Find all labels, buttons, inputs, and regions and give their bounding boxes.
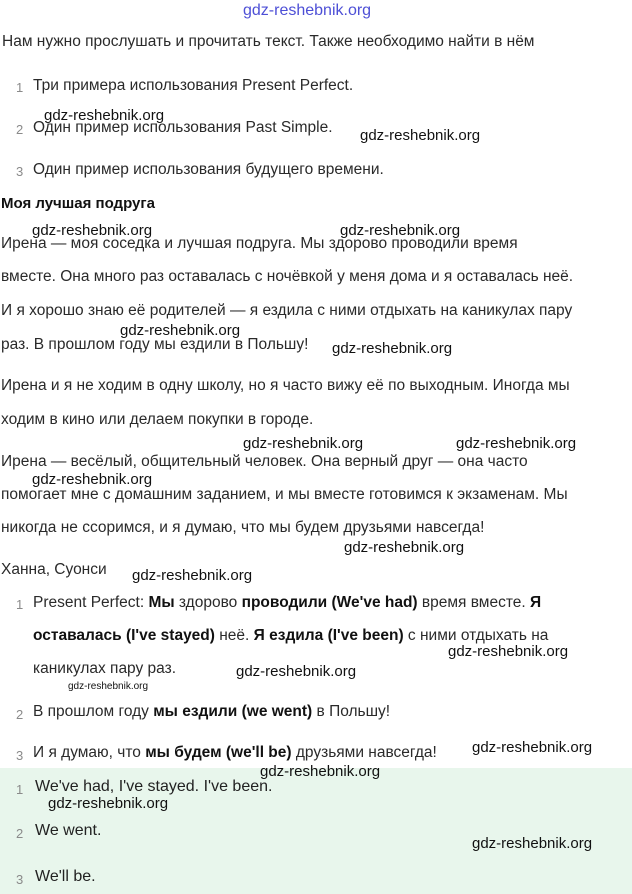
watermark: gdz-reshebnik.org (120, 322, 241, 339)
short-answer: We've had, I've stayed. I've been. (35, 778, 273, 795)
short-answer-number: 2 (16, 826, 24, 841)
story-line: помогает мне с домашним заданием, и мы вместе готовимся к экзаменам. Мы (1, 486, 568, 503)
watermark: gdz-reshebnik.org (260, 763, 381, 780)
answer-number: 2 (16, 707, 24, 722)
watermark: gdz-reshebnik.org (332, 340, 453, 357)
answer-number: 1 (16, 597, 24, 612)
watermark: gdz-reshebnik.org (344, 539, 465, 556)
story-title: Моя лучшая подруга (1, 195, 155, 212)
task-item: Три примера использования Present Perfect. (33, 77, 354, 94)
answer-line: каникулах пару раз. (33, 660, 177, 677)
watermark: gdz-reshebnik.org (340, 222, 461, 239)
story-line: вместе. Она много раз оставалась с ночёвкой у меня дома и я оставалась неё. (1, 268, 574, 285)
watermark: gdz-reshebnik.org (448, 643, 569, 660)
watermark: gdz-reshebnik.org (132, 567, 253, 584)
story-line: ходим в кино или делаем покупки в городе. (1, 411, 314, 428)
watermark: gdz-reshebnik.org (44, 107, 165, 124)
answer-line: Present Perfect: Мы здорово проводили (We've had) время вместе. Я (33, 594, 542, 611)
task-number: 3 (16, 164, 24, 179)
answer-line: И я думаю, что мы будем (we'll be) друзьями навсегда! (33, 744, 437, 761)
task-number: 2 (16, 122, 24, 137)
watermark: gdz-reshebnik.org (32, 222, 153, 239)
task-item: Один пример использования будущего времени. (33, 161, 384, 178)
story-line: Ирена и я не ходим в одну школу, но я часто вижу её по выходным. Иногда мы (1, 377, 570, 394)
watermark: gdz-reshebnik.org (472, 835, 593, 852)
answer-line: оставалась (I've stayed) неё. Я ездила (I've been) с ними отдыхать на (33, 627, 549, 644)
watermark: gdz-reshebnik.org (360, 127, 481, 144)
watermark: gdz-reshebnik.org (472, 739, 593, 756)
short-answer: We went. (35, 822, 102, 839)
short-answer: We'll be. (35, 868, 96, 885)
watermark: gdz-reshebnik.org (236, 663, 357, 680)
story-signature: Ханна, Суонси (1, 561, 107, 578)
story-line: Ирена — весёлый, общительный человек. Она верный друг — она часто (1, 453, 528, 470)
watermark-top: gdz-reshebnik.org (243, 2, 372, 19)
story-line: Ирена — моя соседка и лучшая подруга. Мы здорово проводили время (1, 235, 518, 252)
watermark: gdz-reshebnik.org (32, 471, 153, 488)
answer-line: В прошлом году мы ездили (we went) в Польшу! (33, 703, 391, 720)
watermark: gdz-reshebnik.org (456, 435, 577, 452)
task-number: 1 (16, 80, 24, 95)
watermark-small: gdz-reshebnik.org (68, 681, 149, 692)
watermark: gdz-reshebnik.org (243, 435, 364, 452)
answer-number: 3 (16, 748, 24, 763)
watermark: gdz-reshebnik.org (48, 795, 169, 812)
intro-text: Нам нужно прослушать и прочитать текст. Также необходимо найти в нём (2, 33, 535, 50)
short-answer-number: 3 (16, 872, 24, 887)
story-line: И я хорошо знаю её родителей — я ездила с ними отдыхать на каникулах пару (1, 302, 573, 319)
story-line: никогда не ссоримся, и я думаю, что мы будем друзьями навсегда! (1, 519, 485, 536)
task-item: Один пример использования Past Simple. (33, 119, 333, 136)
story-line: раз. В прошлом году мы ездили в Польшу! (1, 336, 309, 353)
short-answer-number: 1 (16, 782, 24, 797)
